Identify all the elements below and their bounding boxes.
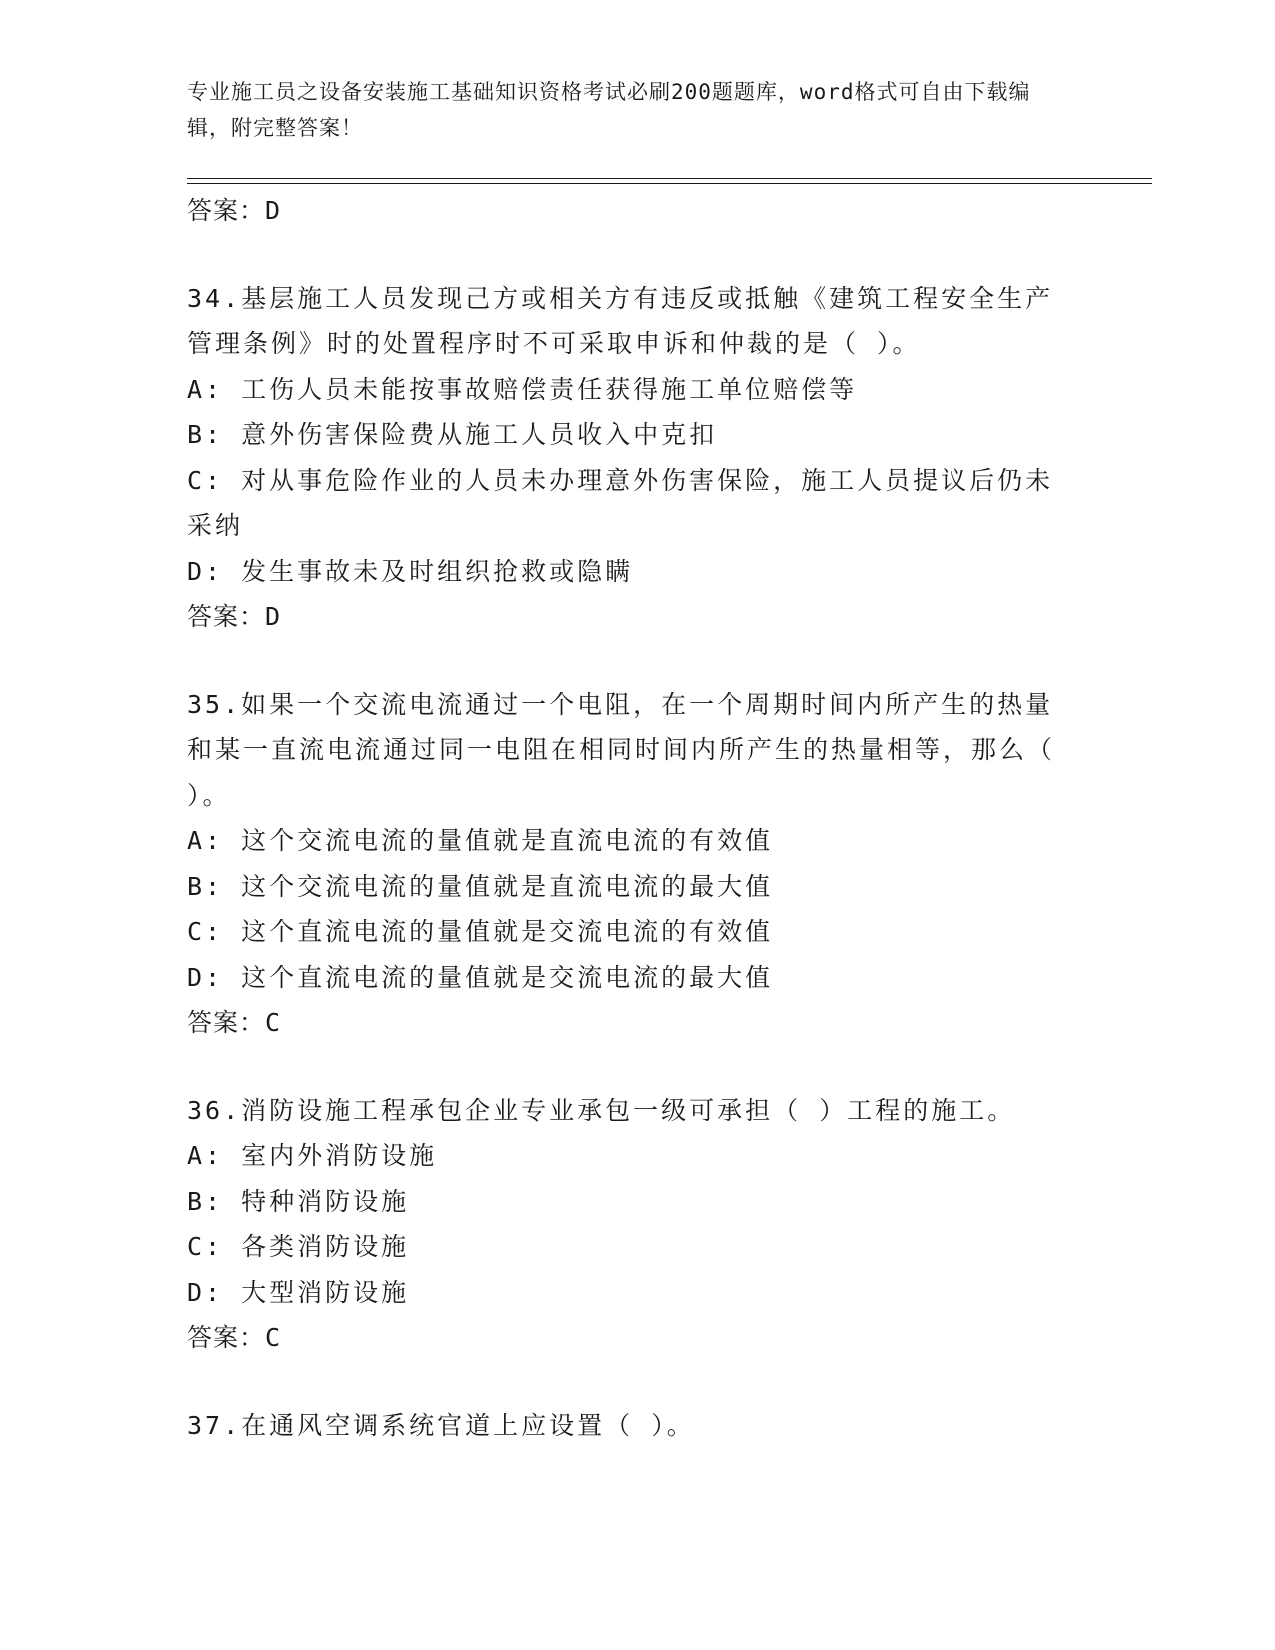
option-b: B: 特种消防设施 bbox=[187, 1186, 410, 1216]
option-a: A: 室内外消防设施 bbox=[187, 1141, 438, 1170]
question-stem: 37.在通风空调系统官道上应设置（ ）。 bbox=[187, 1410, 695, 1440]
question-block bbox=[187, 1403, 1077, 1449]
option-a: A: 工伤人员未能按事故赔偿责任获得施工单位赔偿等 bbox=[187, 374, 858, 404]
question-stem: 35.如果一个交流电流通过一个电阻，在一个周期时间内所产生的热量和某一直流电流通过同一电阻在相同时间内所产生的热量相等，那么（ ）。 bbox=[187, 689, 1074, 810]
option-c: C: 这个直流电流的量值就是交流电流的有效值 bbox=[187, 917, 774, 946]
option-b: B: 意外伤害保险费从施工人员收入中克扣 bbox=[187, 420, 718, 449]
question-list bbox=[187, 188, 1077, 1448]
answer-line: 答案：D bbox=[187, 602, 282, 631]
answer-line: 答案：C bbox=[187, 1323, 282, 1352]
option-a: A: 这个交流电流的量值就是直流电流的有效值 bbox=[187, 826, 774, 855]
option-d: D: 大型消防设施 bbox=[187, 1277, 410, 1307]
option-c: C: 对从事危险作业的人员未办理意外伤害保险，施工人员提议后仍未采纳 bbox=[187, 465, 1054, 540]
question-block bbox=[187, 682, 1077, 1046]
option-d: D: 发生事故未及时组织抢救或隐瞒 bbox=[187, 556, 634, 586]
header-divider bbox=[187, 178, 1152, 184]
question-stem: 34.基层施工人员发现己方或相关方有违反或抵触《建筑工程安全生产管理条例》时的处置程序时不可采取申诉和仲裁的是（ ）。 bbox=[187, 283, 1054, 358]
question-block bbox=[187, 1088, 1077, 1361]
answer-line: 答案：C bbox=[187, 1008, 282, 1037]
answer-line: 答案：D bbox=[187, 196, 282, 225]
page-header: 专业施工员之设备安装施工基础知识资格考试必刷200题题库，word格式可自由下载编辑，附完整答案！ bbox=[187, 80, 1031, 140]
option-c: C: 各类消防设施 bbox=[187, 1232, 410, 1261]
option-d: D: 这个直流电流的量值就是交流电流的最大值 bbox=[187, 962, 774, 992]
option-b: B: 这个交流电流的量值就是直流电流的最大值 bbox=[187, 871, 774, 901]
question-block bbox=[187, 276, 1077, 640]
question-stem: 36.消防设施工程承包企业专业承包一级可承担（ ）工程的施工。 bbox=[187, 1095, 1016, 1125]
